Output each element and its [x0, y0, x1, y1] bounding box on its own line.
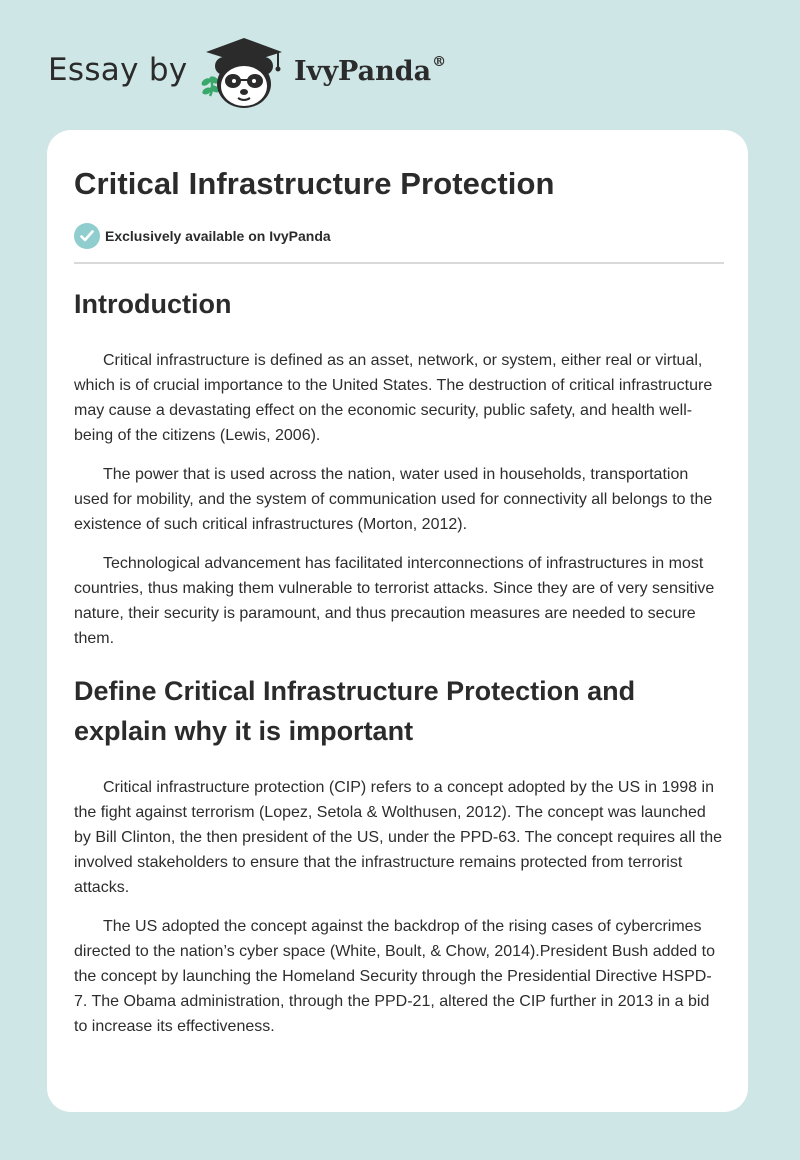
paragraph: The US adopted the concept against the backdrop of the rising cases of cybercrimes directed to the nation’s cyber space (White, Boult, & Chow, 2014).President Bush added to the concept by launching the Homeland Security through the Presidential Directive HSPD-7. The Obama administration, through the PPD-21, altered the CIP further in 2013 in a bid to increase its effectiveness. [74, 918, 715, 1035]
check-circle-icon [74, 223, 100, 249]
site-header [48, 36, 748, 112]
essay-content [74, 164, 724, 1039]
paragraph: The power that is used across the nation, water used in households, transportation used for mobility, and the system of communication used for connectivity all belongs to the existence of such critical infrastructures (Morton, 2012). [74, 466, 713, 533]
exclusive-badge [74, 222, 724, 250]
paragraph: Critical infrastructure is defined as an asset, network, or system, either real or virtual, which is of crucial importance to the United States. The destruction of critical infrastructure may cause a devastating effect on the economic security, public safety, and health well-being of the citizens (Lewis, 2006). [74, 352, 713, 444]
section-heading-introduction: Introduction [74, 289, 232, 319]
essay-card [47, 130, 748, 1112]
panda-graduate-icon[interactable] [198, 36, 294, 110]
registered-mark: ® [432, 54, 447, 70]
exclusive-label: Exclusively available on IvyPanda [105, 228, 331, 244]
divider [74, 262, 724, 264]
paragraph: Critical infrastructure protection (CIP) refers to a concept adopted by the US in 1998 in the fight against terrorism (Lopez, Setola & Wolthusen, 2012). The concept was launched by Bill Clinton, the then president of the US, under the PPD-63. The concept requires all the involved stakeholders to ensure that the infrastructure remains protected from terrorist attacks. [74, 779, 723, 896]
page-title: Critical Infrastructure Protection [74, 166, 555, 201]
essay-by-label: Essay by [48, 52, 188, 88]
paragraph: Technological advancement has facilitated interconnections of infrastructures in most countries, thus making them vulnerable to terrorist attacks. Since they are of very sensitive nature, their security is paramount, and thus precaution measures are needed to secure them. [74, 555, 715, 647]
brand-text: IvyPanda [294, 56, 432, 87]
section-heading-define-cip: Define Critical Infrastructure Protection and explain why it is important [74, 676, 636, 746]
brand-name[interactable] [294, 56, 446, 87]
